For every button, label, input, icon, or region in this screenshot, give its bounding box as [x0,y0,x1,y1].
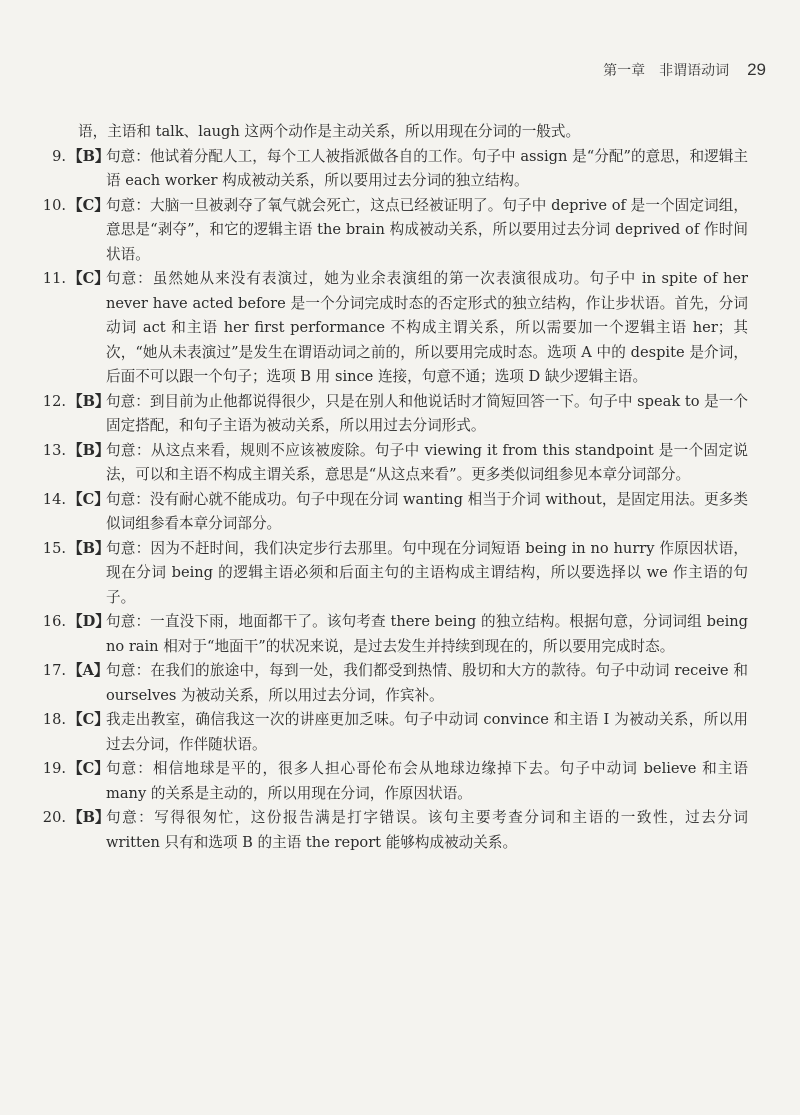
answer-key: 【B】 [68,441,110,459]
item-number: 16. [42,613,66,630]
list-item [30,610,748,659]
item-text: 我走出教室，确信我这一次的讲座更加乏味。句子中动词 convince 和主语 I 为被动关系，所以用过去分词，作伴随状语。 [106,711,748,753]
answer-key: 【C】 [68,760,109,777]
list-item [30,708,748,757]
item-number: 18. [42,711,66,728]
item-number: 10. [42,196,66,214]
answer-key: 【A】 [68,662,109,679]
answer-explanations [30,120,748,855]
list-item [30,757,748,806]
item-number: 11. [42,270,66,287]
answer-key: 【C】 [68,711,109,728]
item-text: 句意：在我们的旅途中，每到一处，我们都受到热情、殷切和大方的款待。句子中动词 receive 和 ourselves 为被动关系，所以用过去分词，作宾补。 [106,662,748,704]
item-text: 句意：虽然她从来没有表演过，她为业余表演组的第一次表演很成功。句子中 in spite of her never have acted before 是一个分词完成时态的否定形式的独立结构，作让步状语。首先，分词动词 act 和主语 her first performance 不构成主谓关系，所以需要加一个逻辑主语 her；其次，“她从未表演过”是发生在谓语动词之前的，所以要用完成时态。选项 A 中的 despite 是介词，后面不可以跟一个句子；选项 B 用 since 连接，句意不通；选项 D 缺少逻辑主语。 [106,270,748,385]
item-number: 13. [42,441,66,459]
list-item [30,145,748,194]
item-number: 9. [52,147,66,165]
list-item [30,806,748,855]
item-number: 17. [42,662,66,679]
item-number: 15. [42,539,66,557]
answer-key: 【B】 [68,392,110,410]
list-item [30,439,748,488]
answer-key: 【B】 [68,539,110,557]
item-text: 句意：一直没下雨，地面都干了。该句考查 there being 的独立结构。根据句意，分词词组 being no rain 相对于“地面干”的状况来说，是过去发生并持续到现在的，所以要用完成时态。 [106,613,748,655]
list-item [30,659,748,708]
item-number: 14. [42,490,66,508]
answer-key: 【C】 [68,270,109,287]
list-item [30,267,748,390]
continued-text: 语，主语和 talk、laugh 这两个动作是主动关系，所以用现在分词的一般式。 [78,123,581,140]
list-item [30,488,748,537]
chapter-title: 第一章 非谓语动词 [603,63,730,79]
item-text: 句意：到目前为止他都说得很少，只是在别人和他说话时才简短回答一下。句子中 speak to 是一个固定搭配，和句子主语为被动关系，所以用过去分词形式。 [106,392,748,434]
item-text: 句意：相信地球是平的，很多人担心哥伦布会从地球边缘掉下去。句子中动词 believe 和主语 many 的关系是主动的，所以用现在分词，作原因状语。 [106,760,748,802]
item-text: 句意：从这点来看，规则不应该被废除。句子中 viewing it from this standpoint 是一个固定说法，可以和主语不构成主谓关系，意思是“从这点来看”。更多类似词组参见本章分词部分。 [106,441,748,483]
page-number: 29 [747,60,766,79]
item-text: 句意：因为不赶时间，我们决定步行去那里。句中现在分词短语 being in no hurry 作原因状语，现在分词 being 的逻辑主语必须和后面主句的主语构成主谓结构，所以要选择以 we 作主语的句子。 [106,539,748,606]
answer-key: 【B】 [68,809,110,826]
item-number: 20. [42,809,66,826]
answer-key: 【C】 [68,196,109,214]
list-item [30,390,748,439]
answer-key: 【C】 [68,490,109,508]
item-text: 句意：大脑一旦被剥夺了氧气就会死亡，这点已经被证明了。句子中 deprive of 是一个固定词组，意思是“剥夺”，和它的逻辑主语 the brain 构成被动关系，所以要用过去分词 deprived of 作时间状语。 [106,196,749,263]
page-header [603,60,766,80]
item-number: 19. [42,760,66,777]
item-text: 句意：写得很匆忙，这份报告满是打字错误。该句主要考查分词和主语的一致性，过去分词 written 只有和选项 B 的主语 the report 能够构成被动关系。 [106,809,748,851]
answer-key: 【B】 [68,147,110,165]
list-item [30,194,748,268]
item-text: 句意：他试着分配人工，每个工人被指派做各自的工作。句子中 assign 是“分配”的意思，和逻辑主语 each worker 构成被动关系，所以要用过去分词的独立结构。 [106,147,748,189]
item-number: 12. [42,392,66,410]
item-text: 句意：没有耐心就不能成功。句子中现在分词 wanting 相当于介词 without，是固定用法。更多类似词组参看本章分词部分。 [106,490,748,532]
list-item [30,537,748,611]
answer-key: 【D】 [68,613,110,630]
